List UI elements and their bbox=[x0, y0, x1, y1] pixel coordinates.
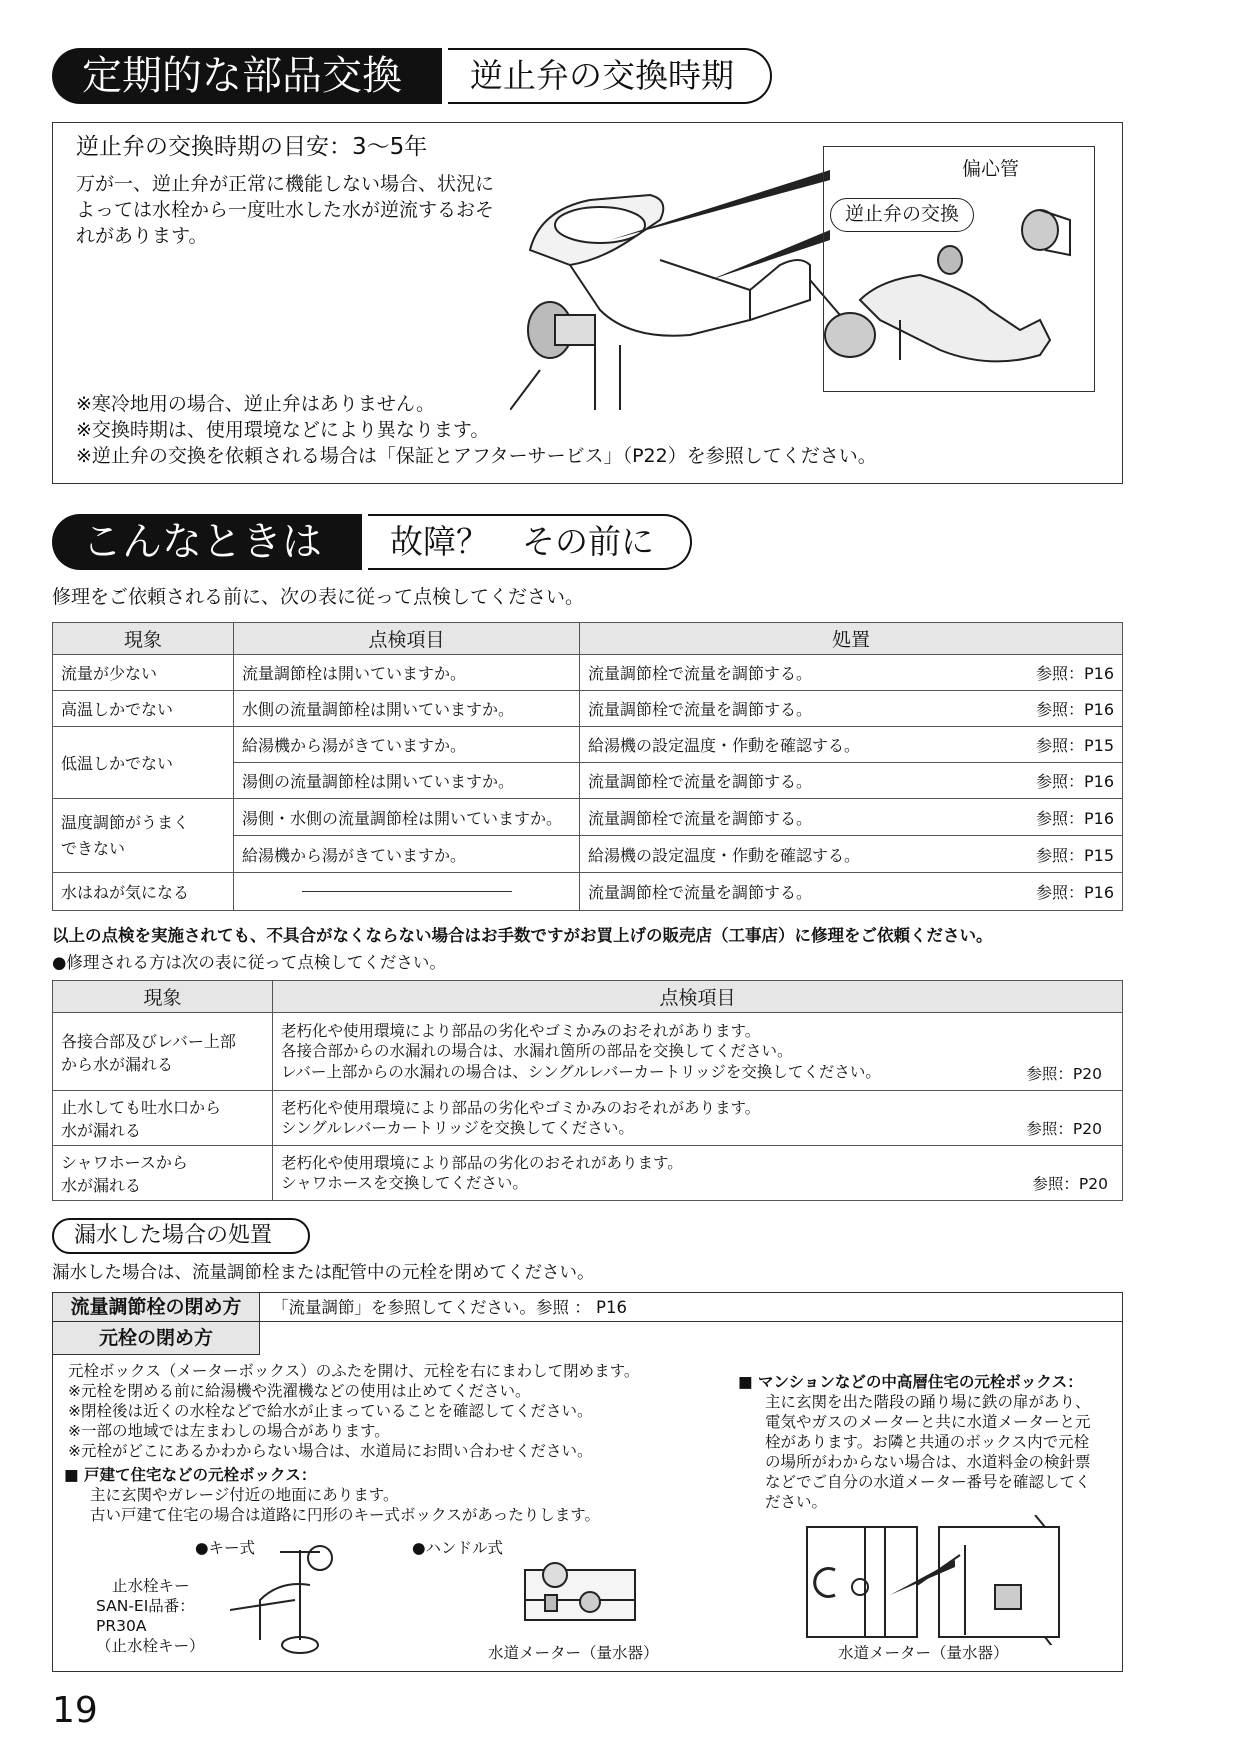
mansion-line: 栓があります。お隣と共通のボックス内で元栓 bbox=[765, 1433, 1090, 1451]
mansion-line: ださい。 bbox=[765, 1493, 828, 1511]
leak-section-title: 漏水した場合の処置 bbox=[52, 1218, 310, 1254]
section-header-troubleshoot bbox=[52, 514, 692, 570]
main-valve-line: ※閉栓後は近くの水栓などで給水が止まっていることを確認してください。 bbox=[68, 1402, 593, 1420]
mansion-line: などでご自分の水道メーター番号を確認してく bbox=[765, 1473, 1091, 1491]
table-row bbox=[53, 873, 1123, 911]
check-cell: 水側の流量調節栓は開いていますか。 bbox=[234, 691, 580, 727]
col-header: 点検項目 bbox=[273, 981, 1123, 1013]
note-line: ※寒冷地用の場合、逆止弁はありません。 bbox=[76, 393, 436, 415]
table-row bbox=[53, 691, 1123, 727]
col-header: 現象 bbox=[53, 981, 273, 1013]
check-cell: 老朽化や使用環境により部品の劣化やゴミかみのおそれがあります。 各接合部からの水漏れの場合は、水漏れ箇所の部品を交換してください。 レバー上部からの水漏れの場合は、シングルレバーカートリッジを交換してください。 参照：P20 bbox=[273, 1013, 1123, 1091]
troubleshoot-table bbox=[52, 622, 1123, 911]
col-header: 点検項目 bbox=[234, 623, 580, 655]
body-line: れがあります。 bbox=[76, 225, 208, 247]
page-number: 19 bbox=[52, 1690, 98, 1731]
table-row bbox=[53, 1146, 1123, 1201]
section-subtitle: 故障？ その前に bbox=[368, 514, 692, 570]
repair-note: 以上の点検を実施されても、不具合がなくならない場合はお手数ですがお買上げの販売店（工事店）に修理をご依頼ください。 bbox=[52, 926, 993, 945]
house-line: 主に玄関やガレージ付近の地面にあります。 bbox=[90, 1486, 399, 1504]
mansion-heading: ■ マンションなどの中高層住宅の元栓ボックス： bbox=[738, 1373, 1083, 1391]
meter-label: 水道メーター（量水器） bbox=[488, 1644, 659, 1662]
col-header: 現象 bbox=[53, 623, 234, 655]
body-line: よっては水栓から一度吐水した水が逆流するおそ bbox=[76, 199, 495, 221]
check-valve-label: 逆止弁の交換 bbox=[830, 198, 974, 232]
flow-valve-label: 流量調節栓の閉め方 bbox=[52, 1292, 260, 1322]
table-row bbox=[53, 727, 1123, 763]
check-cell bbox=[234, 873, 580, 911]
repair-table bbox=[52, 980, 1123, 1201]
body-line: 万が一、逆止弁が正常に機能しない場合、状況に bbox=[76, 173, 495, 195]
action-cell: 流量調節栓で流量を調節する。 参照：P16 bbox=[580, 763, 1123, 799]
house-heading: ■ 戸建て住宅などの元栓ボックス： bbox=[64, 1466, 317, 1484]
mansion-line: 主に玄関を出た階段の踊り場に鉄の扉があり、 bbox=[765, 1393, 1091, 1411]
check-cell: 給湯機から湯がきていますか。 bbox=[234, 727, 580, 763]
col-header: 処置 bbox=[580, 623, 1123, 655]
check-cell: 湯側・水側の流量調節栓は開いていますか。 bbox=[234, 799, 580, 836]
handle-type-label: ●ハンドル式 bbox=[412, 1539, 504, 1557]
mansion-meter-illustration bbox=[805, 1515, 1075, 1645]
leak-intro: 漏水した場合は、流量調節栓または配管中の元栓を閉めてください。 bbox=[52, 1263, 595, 1283]
symptom-cell: 水はねが気になる bbox=[53, 873, 234, 911]
action-cell: 給湯機の設定温度・作動を確認する。 参照：P15 bbox=[580, 836, 1123, 873]
handle-valve-illustration bbox=[515, 1540, 655, 1640]
table-row bbox=[53, 655, 1123, 691]
symptom-cell: 高温しかでない bbox=[53, 691, 234, 727]
key-label: SAN-EI品番： bbox=[96, 1597, 195, 1615]
flow-valve-text: 「流量調節」を参照してください。参照 ： P16 bbox=[272, 1298, 627, 1317]
key-label: （止水栓キー） bbox=[96, 1637, 205, 1655]
meter-label-2: 水道メーター（量水器） bbox=[838, 1644, 1009, 1662]
check-cell: 湯側の流量調節栓は開いていますか。 bbox=[234, 763, 580, 799]
table-row bbox=[53, 1091, 1123, 1146]
house-line: 古い戸建て住宅の場合は道路に円形のキー式ボックスがあったりします。 bbox=[90, 1506, 600, 1524]
key-valve-illustration bbox=[230, 1540, 370, 1660]
section-header-parts bbox=[52, 48, 772, 104]
action-cell: 流量調節栓で流量を調節する。 参照：P16 bbox=[580, 873, 1123, 911]
symptom-cell: 温度調節がうまく できない bbox=[53, 799, 234, 873]
action-cell: 流量調節栓で流量を調節する。 参照：P16 bbox=[580, 691, 1123, 727]
repair-note-2: ●修理される方は次の表に従って点検してください。 bbox=[52, 953, 446, 972]
check-cell: 老朽化や使用環境により部品の劣化のおそれがあります。 シャワホースを交換してください。 参照：P20 bbox=[273, 1146, 1123, 1201]
key-label: PR30A bbox=[96, 1617, 147, 1635]
key-label: 止水栓キー bbox=[112, 1577, 190, 1595]
action-cell: 流量調節栓で流量を調節する。 参照：P16 bbox=[580, 655, 1123, 691]
symptom-cell: 各接合部及びレバー上部 から水が漏れる bbox=[53, 1013, 273, 1091]
intro-text: 修理をご依頼される前に、次の表に従って点検してください。 bbox=[52, 586, 585, 608]
table-row bbox=[53, 799, 1123, 836]
check-cell: 流量調節栓は開いていますか。 bbox=[234, 655, 580, 691]
action-cell: 流量調節栓で流量を調節する。 参照：P16 bbox=[580, 799, 1123, 836]
mansion-line: の場所がわからない場合は、水道料金の検針票 bbox=[765, 1453, 1091, 1471]
eccentric-pipe-label: 偏心管 bbox=[962, 158, 1020, 180]
inset-illustration bbox=[840, 180, 1090, 390]
key-type-label: ●キー式 bbox=[195, 1539, 256, 1557]
mansion-line: 電気やガスのメーターと共に水道メーターと元 bbox=[765, 1413, 1091, 1431]
check-valve-heading: 逆止弁の交換時期の目安：3～5年 bbox=[76, 134, 428, 160]
section-subtitle: 逆止弁の交換時期 bbox=[448, 48, 772, 104]
action-cell: 給湯機の設定温度・作動を確認する。 参照：P15 bbox=[580, 727, 1123, 763]
symptom-cell: 止水しても吐水口から 水が漏れる bbox=[53, 1091, 273, 1146]
symptom-cell: シャワホースから 水が漏れる bbox=[53, 1146, 273, 1201]
symptom-cell: 流量が少ない bbox=[53, 655, 234, 691]
symptom-cell: 低温しかでない bbox=[53, 727, 234, 799]
main-valve-line: 元栓ボックス（メーターボックス）のふたを開け、元栓を右にまわして閉めます。 bbox=[68, 1362, 640, 1380]
check-cell: 老朽化や使用環境により部品の劣化やゴミかみのおそれがあります。 シングルレバーカートリッジを交換してください。 参照：P20 bbox=[273, 1091, 1123, 1146]
table-row bbox=[53, 1013, 1123, 1091]
main-valve-label: 元栓の閉め方 bbox=[52, 1321, 260, 1355]
main-valve-line: ※元栓を閉める前に給湯機や洗濯機などの使用は止めてください。 bbox=[68, 1382, 531, 1400]
main-valve-line: ※元栓がどこにあるかわからない場合は、水道局にお問い合わせください。 bbox=[68, 1442, 593, 1460]
note-line: ※逆止弁の交換を依頼される場合は「保証とアフターサービス」（P22）を参照してください。 bbox=[76, 445, 877, 467]
note-line: ※交換時期は、使用環境などにより異なります。 bbox=[76, 419, 490, 441]
section-title: 定期的な部品交換 bbox=[52, 48, 442, 104]
main-valve-line: ※一部の地域では左まわしの場合があります。 bbox=[68, 1422, 390, 1440]
section-title: こんなときは bbox=[52, 514, 362, 570]
check-cell: 給湯機から湯がきていますか。 bbox=[234, 836, 580, 873]
